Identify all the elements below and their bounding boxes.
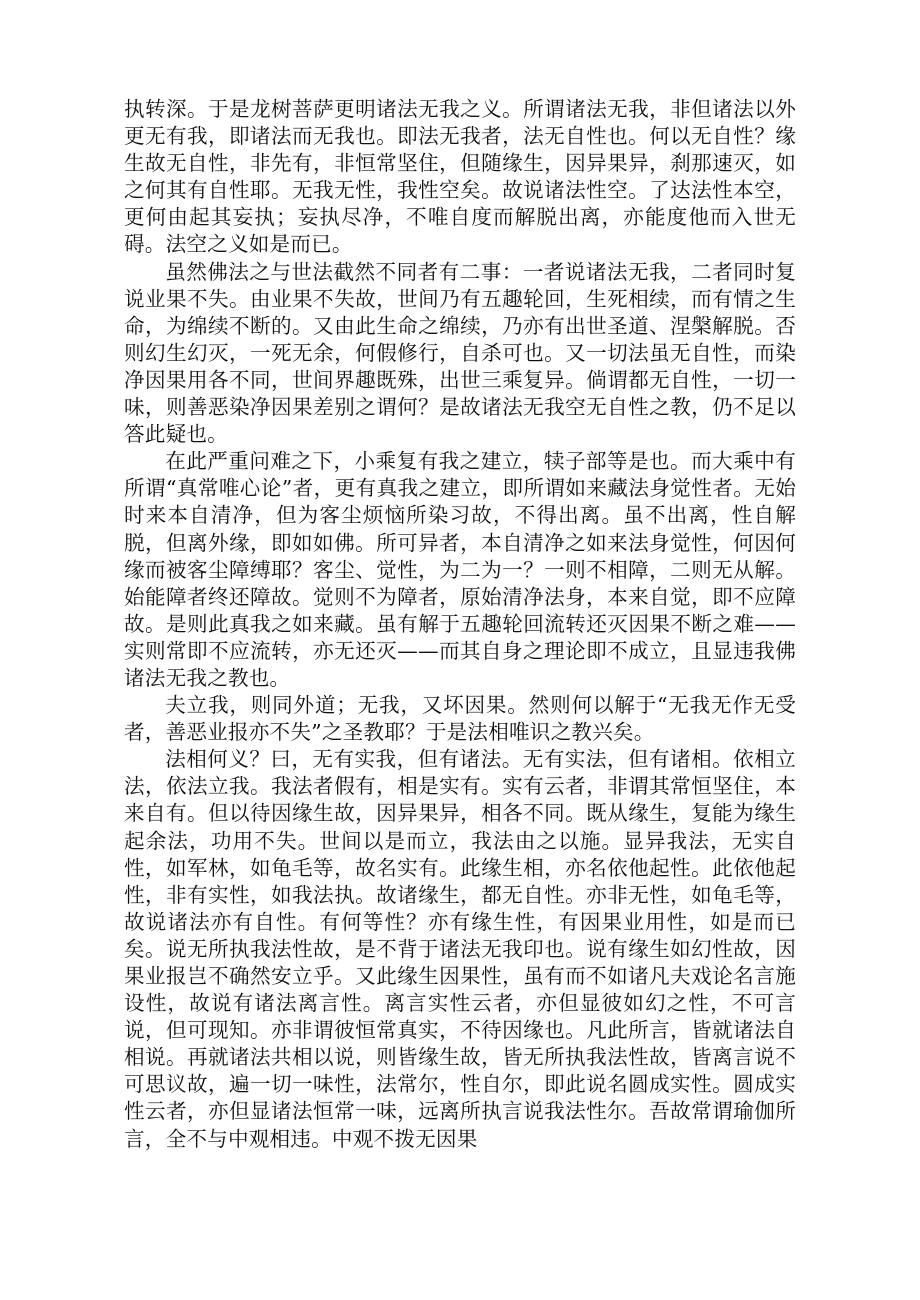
paragraph-4: 夫立我，则同外道；无我，又坏因果。然则何以解于“无我无作无受者，善恶业报亦不失”之圣教耶？于是法相唯识之教兴矣。: [124, 693, 796, 745]
document-page: [124, 96, 796, 1153]
paragraph-3: 在此严重问难之下，小乘复有我之建立，犊子部等是也。而大乘中有所谓“真常唯心论”者，更有真我之建立，即所谓如来藏法身觉性者。无始时来本自清净，但为客尘烦恼所染习故，不得出离。虽不出离，性自解脱，但离外缘，即如如佛。所可异者，本自清净之如来法身觉性，何因何缘而被客尘障缚耶？客尘、觉性，为二为一？一则不相障，二则无从解。始能障者终还障故。觉则不为障者，原始清净法身，本来自觉，即不应障故。是则此真我之如来藏。虽有解于五趣轮回流转还灭因果不断之难——实则常即不应流转，亦无还灭——而其自身之理论即不成立，且显违我佛诸法无我之教也。: [124, 449, 796, 690]
paragraph-1: 执转深。于是龙树菩萨更明诸法无我之义。所谓诸法无我，非但诸法以外更无有我，即诸法而无我也。即法无我者，法无自性也。何以无自性？缘生故无自性，非先有，非恒常坚住，但随缘生，因异果异，刹那速灭，如之何其有自性耶。无我无性，我性空矣。故说诸法性空。了达法性本空，更何由起其妄执；妄执尽净，不唯自度而解脱出离，亦能度他而入世无碍。法空之义如是而已。: [124, 97, 796, 257]
paragraph-2: 虽然佛法之与世法截然不同者有二事：一者说诸法无我，二者同时复说业果不失。由业果不失故，世间乃有五趣轮回，生死相续，而有情之生命，为绵续不断的。又由此生命之绵续，乃亦有出世圣道、涅槃解脱。否则幻生幻灭，一死无余，何假修行，自杀可也。又一切法虽无自性，而染净因果用各不同，世间界趣既殊，出世三乘复异。倘谓都无自性，一切一味，则善恶染净因果差别之谓何？是故诸法无我空无自性之教，仍不足以答此疑也。: [124, 259, 796, 447]
paragraph-5: 法相何义？曰，无有实我，但有诸法。无有实法，但有诸相。依相立法，依法立我。我法者假有，相是实有。实有云者，非谓其常恒坚住，本来自有。但以待因缘生故，因异果异，相各不同。既从缘生，复能为缘生起余法，功用不失。世间以是而立，我法由之以施。显异我法，无实自性，如军林，如龟毛等，故名实有。此缘生相，亦名依他起性。此依他起性，非有实性，如我法执。故诸缘生，都无自性。亦非无性，如龟毛等，故说诸法亦有自性。有何等性？亦有缘生性，有因果业用性，如是而已矣。说无所执我法性故，是不背于诸法无我印也。说有缘生如幻性故，因果业报岂不确然安立乎。又此缘生因果性，虽有而不如诸凡夫戏论名言施设性，故说有诸法离言性。离言实性云者，亦但显彼如幻之性，不可言说，但可现知。亦非谓彼恒常真实，不待因缘也。凡此所言，皆就诸法自相说。再就诸法共相以说，则皆缘生故，皆无所执我法性故，皆离言说不可思议故，遍一切一味性，法常尔，性自尔，即此说名圆成实性。圆成实性云者，亦但显诸法恒常一味，远离所执言说我法性尔。吾故常谓瑜伽所言，全不与中观相违。中观不拨无因果: [124, 747, 796, 1151]
